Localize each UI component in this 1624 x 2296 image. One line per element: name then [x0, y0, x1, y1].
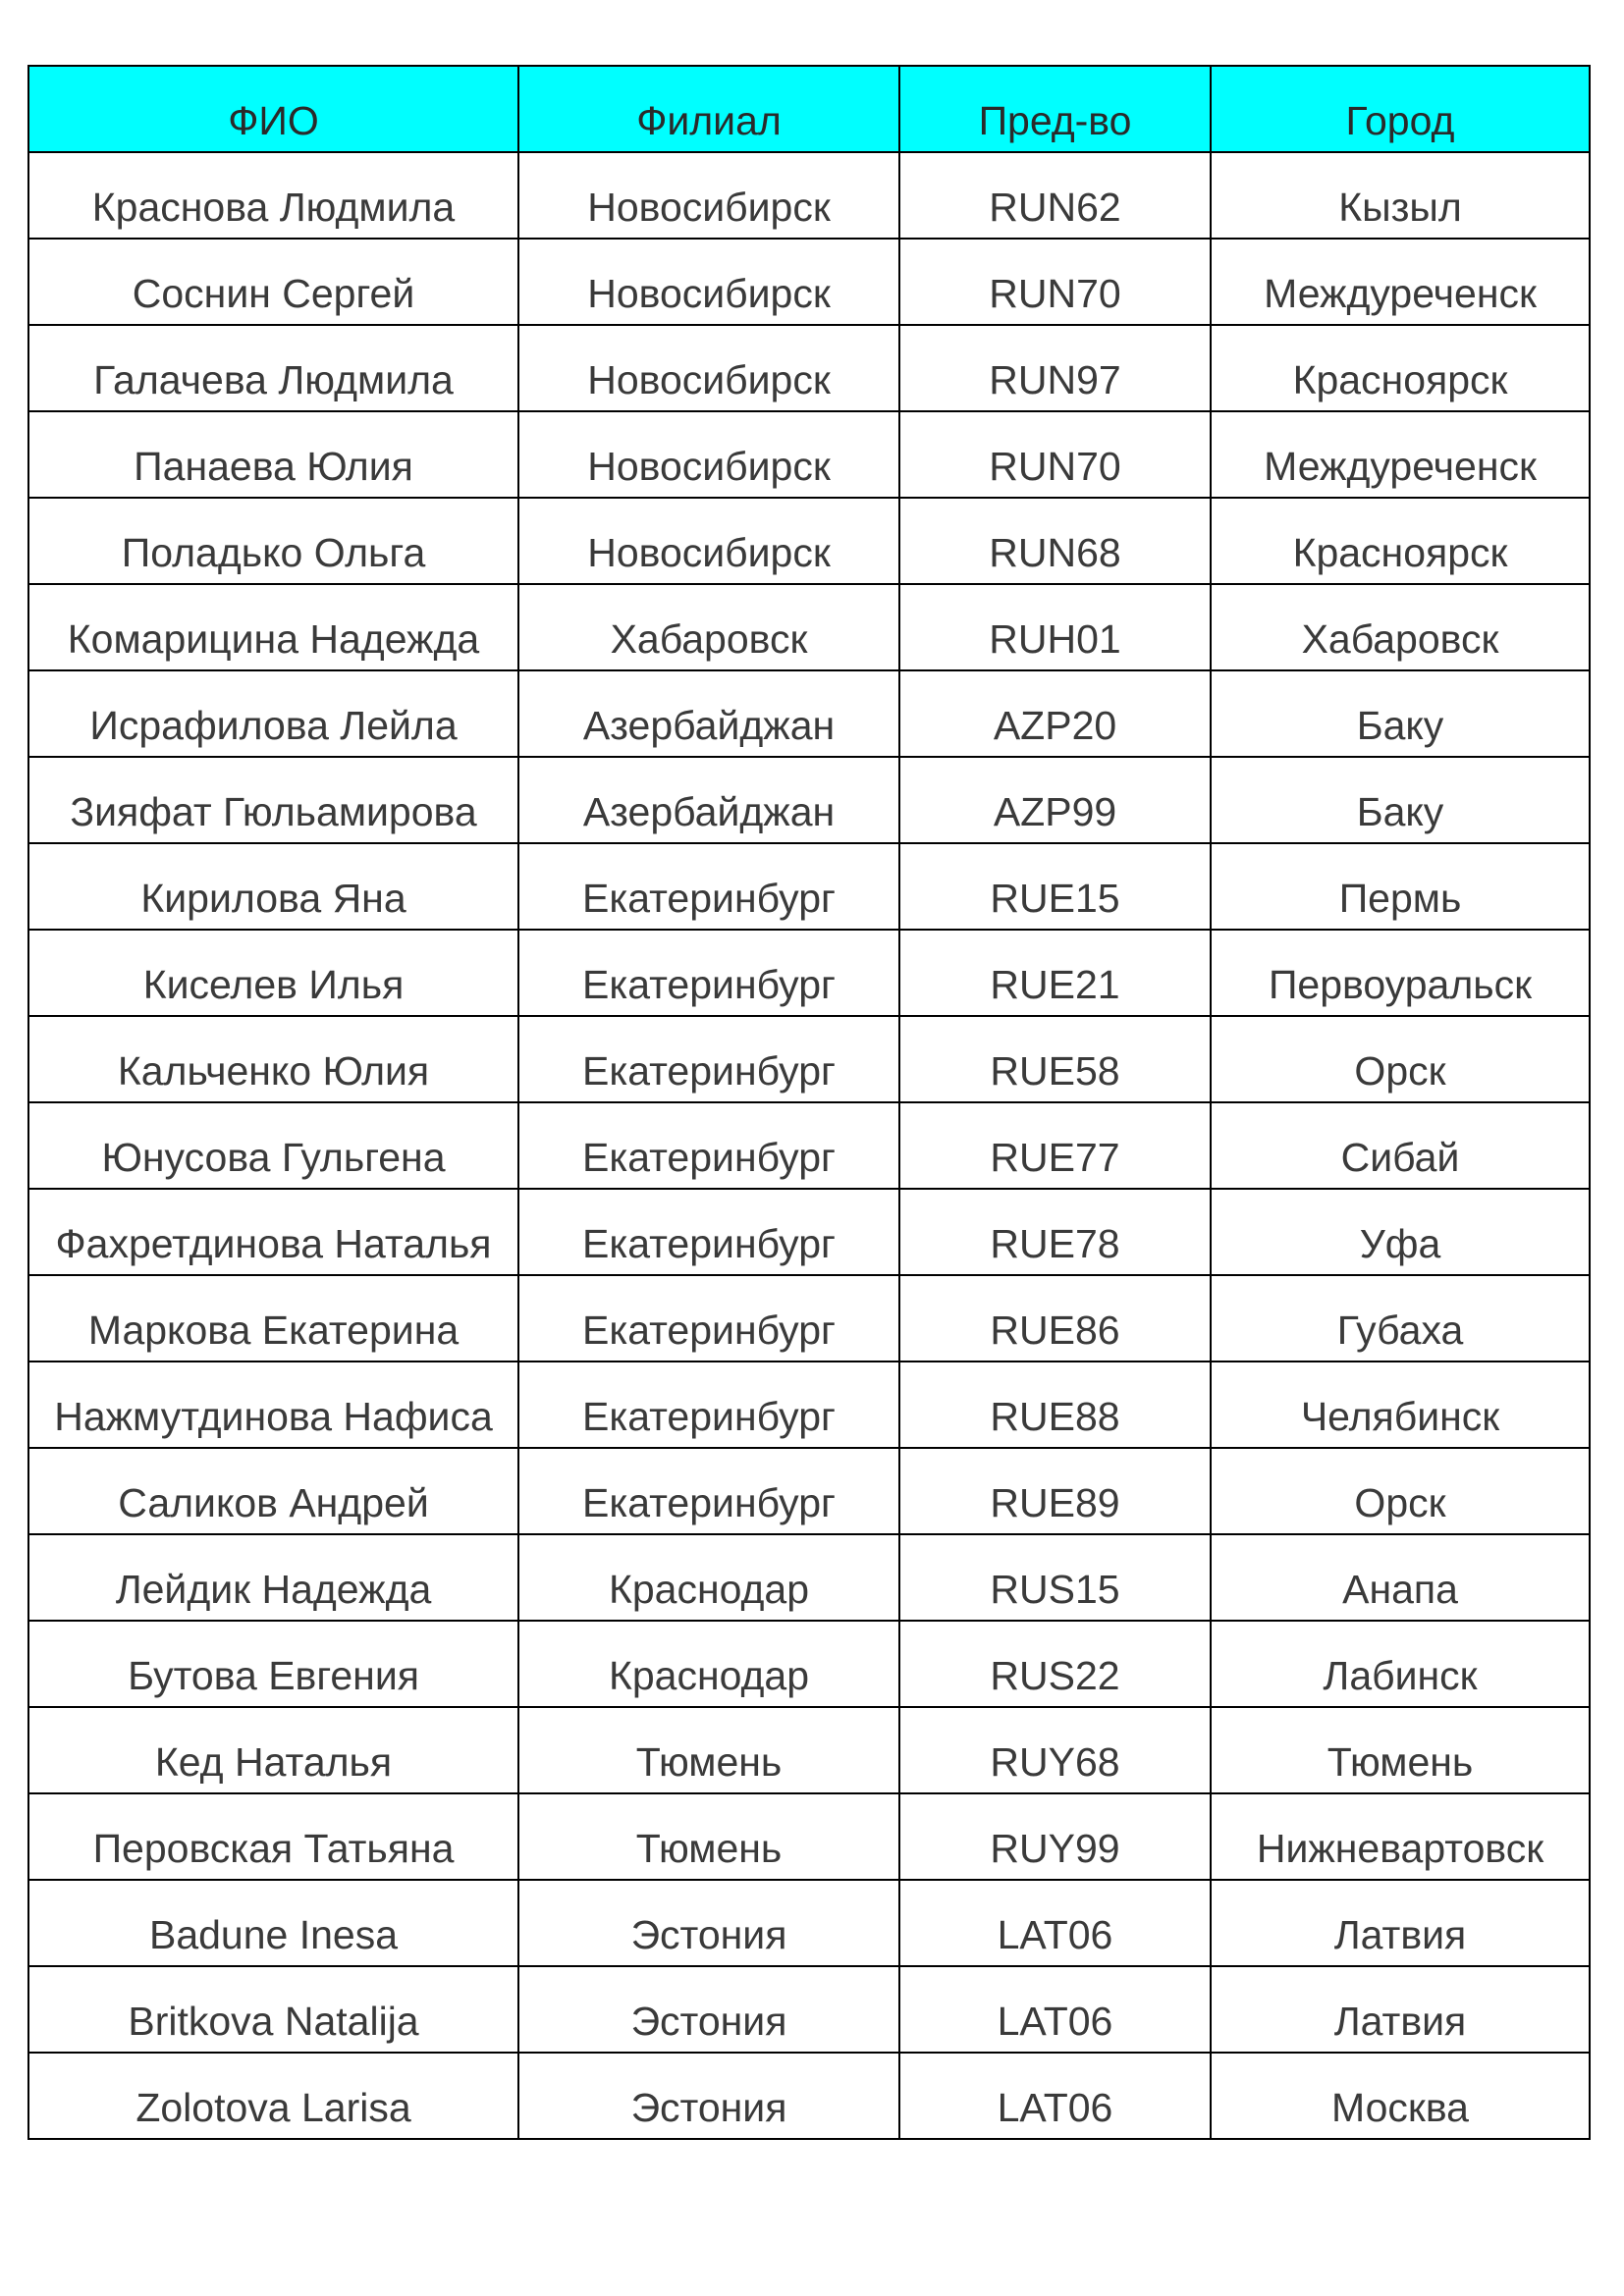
- cell-branch: Екатеринбург: [518, 1362, 899, 1448]
- cell-city: Кызыл: [1211, 152, 1590, 239]
- table-row: [28, 2053, 1590, 2139]
- cell-branch: Азербайджан: [518, 670, 899, 757]
- cell-city: Первоуральск: [1211, 930, 1590, 1016]
- table-row: [28, 1534, 1590, 1621]
- table-row: [28, 411, 1590, 498]
- cell-code: RUS22: [899, 1621, 1211, 1707]
- cell-city: Междуреченск: [1211, 239, 1590, 325]
- cell-branch: Эстония: [518, 1880, 899, 1966]
- cell-branch: Краснодар: [518, 1534, 899, 1621]
- cell-code: RUE58: [899, 1016, 1211, 1102]
- header-row: [28, 66, 1590, 152]
- cell-code: AZP99: [899, 757, 1211, 843]
- cell-code: RUY68: [899, 1707, 1211, 1793]
- cell-branch: Тюмень: [518, 1707, 899, 1793]
- cell-branch: Екатеринбург: [518, 1275, 899, 1362]
- cell-code: RUE89: [899, 1448, 1211, 1534]
- cell-code: RUN97: [899, 325, 1211, 411]
- cell-branch: Новосибирск: [518, 325, 899, 411]
- cell-city: Челябинск: [1211, 1362, 1590, 1448]
- cell-city: Сибай: [1211, 1102, 1590, 1189]
- cell-name: Киселев Илья: [28, 930, 518, 1016]
- cell-name: Исрафилова Лейла: [28, 670, 518, 757]
- cell-name: Фахретдинова Наталья: [28, 1189, 518, 1275]
- cell-code: RUE15: [899, 843, 1211, 930]
- cell-city: Баку: [1211, 757, 1590, 843]
- cell-name: Саликов Андрей: [28, 1448, 518, 1534]
- cell-code: RUE78: [899, 1189, 1211, 1275]
- header-city: Город: [1211, 66, 1590, 152]
- cell-branch: Новосибирск: [518, 498, 899, 584]
- cell-name: Юнусова Гульгена: [28, 1102, 518, 1189]
- cell-name: Бутова Евгения: [28, 1621, 518, 1707]
- cell-city: Губаха: [1211, 1275, 1590, 1362]
- cell-code: LAT06: [899, 2053, 1211, 2139]
- cell-name: Кирилова Яна: [28, 843, 518, 930]
- cell-name: Перовская Татьяна: [28, 1793, 518, 1880]
- header-code: Пред-во: [899, 66, 1211, 152]
- cell-branch: Екатеринбург: [518, 1016, 899, 1102]
- cell-code: RUN62: [899, 152, 1211, 239]
- cell-branch: Азербайджан: [518, 757, 899, 843]
- document-page: [27, 65, 1589, 2140]
- cell-city: Красноярск: [1211, 325, 1590, 411]
- cell-code: RUE21: [899, 930, 1211, 1016]
- cell-branch: Хабаровск: [518, 584, 899, 670]
- cell-branch: Екатеринбург: [518, 1102, 899, 1189]
- table-row: [28, 930, 1590, 1016]
- table-row: [28, 1189, 1590, 1275]
- cell-name: Галачева Людмила: [28, 325, 518, 411]
- table-row: [28, 584, 1590, 670]
- cell-code: RUH01: [899, 584, 1211, 670]
- table-row: [28, 1275, 1590, 1362]
- table-row: [28, 843, 1590, 930]
- table-row: [28, 670, 1590, 757]
- cell-city: Нижневартовск: [1211, 1793, 1590, 1880]
- cell-city: Пермь: [1211, 843, 1590, 930]
- table-row: [28, 1016, 1590, 1102]
- cell-code: RUS15: [899, 1534, 1211, 1621]
- cell-branch: Новосибирск: [518, 152, 899, 239]
- table-row: [28, 1707, 1590, 1793]
- table-row: [28, 1102, 1590, 1189]
- cell-city: Баку: [1211, 670, 1590, 757]
- cell-city: Красноярск: [1211, 498, 1590, 584]
- cell-code: RUE77: [899, 1102, 1211, 1189]
- cell-name: Поладько Ольга: [28, 498, 518, 584]
- cell-branch: Екатеринбург: [518, 1448, 899, 1534]
- table-row: [28, 757, 1590, 843]
- staff-table: [27, 65, 1591, 2140]
- cell-code: RUN70: [899, 239, 1211, 325]
- table-row: [28, 1448, 1590, 1534]
- cell-branch: Новосибирск: [518, 239, 899, 325]
- cell-name: Зияфат Гюльамирова: [28, 757, 518, 843]
- cell-branch: Тюмень: [518, 1793, 899, 1880]
- table-row: [28, 325, 1590, 411]
- table-row: [28, 1793, 1590, 1880]
- cell-city: Уфа: [1211, 1189, 1590, 1275]
- header-name: ФИО: [28, 66, 518, 152]
- cell-city: Орск: [1211, 1448, 1590, 1534]
- table-header: [28, 66, 1590, 152]
- cell-name: Нажмутдинова Нафиса: [28, 1362, 518, 1448]
- table-row: [28, 1621, 1590, 1707]
- cell-name: Краснова Людмила: [28, 152, 518, 239]
- cell-code: RUY99: [899, 1793, 1211, 1880]
- cell-city: Москва: [1211, 2053, 1590, 2139]
- cell-branch: Эстония: [518, 2053, 899, 2139]
- table-row: [28, 1880, 1590, 1966]
- cell-code: RUE88: [899, 1362, 1211, 1448]
- cell-code: RUN68: [899, 498, 1211, 584]
- cell-branch: Новосибирск: [518, 411, 899, 498]
- cell-name: Комарицина Надежда: [28, 584, 518, 670]
- cell-name: Badune Inesa: [28, 1880, 518, 1966]
- cell-city: Анапа: [1211, 1534, 1590, 1621]
- cell-name: Панаева Юлия: [28, 411, 518, 498]
- table-row: [28, 239, 1590, 325]
- cell-code: LAT06: [899, 1966, 1211, 2053]
- cell-name: Лейдик Надежда: [28, 1534, 518, 1621]
- cell-name: Маркова Екатерина: [28, 1275, 518, 1362]
- cell-branch: Екатеринбург: [518, 930, 899, 1016]
- cell-city: Междуреченск: [1211, 411, 1590, 498]
- table-row: [28, 1362, 1590, 1448]
- cell-city: Орск: [1211, 1016, 1590, 1102]
- cell-code: LAT06: [899, 1880, 1211, 1966]
- table-row: [28, 1966, 1590, 2053]
- cell-name: Zolotova Larisa: [28, 2053, 518, 2139]
- table-row: [28, 498, 1590, 584]
- cell-city: Латвия: [1211, 1880, 1590, 1966]
- cell-branch: Екатеринбург: [518, 1189, 899, 1275]
- cell-name: Кед Наталья: [28, 1707, 518, 1793]
- cell-city: Латвия: [1211, 1966, 1590, 2053]
- cell-code: AZP20: [899, 670, 1211, 757]
- cell-city: Лабинск: [1211, 1621, 1590, 1707]
- cell-city: Хабаровск: [1211, 584, 1590, 670]
- cell-name: Britkova Natalija: [28, 1966, 518, 2053]
- cell-branch: Краснодар: [518, 1621, 899, 1707]
- cell-branch: Эстония: [518, 1966, 899, 2053]
- cell-name: Соснин Сергей: [28, 239, 518, 325]
- cell-code: RUE86: [899, 1275, 1211, 1362]
- cell-city: Тюмень: [1211, 1707, 1590, 1793]
- header-branch: Филиал: [518, 66, 899, 152]
- cell-name: Кальченко Юлия: [28, 1016, 518, 1102]
- cell-branch: Екатеринбург: [518, 843, 899, 930]
- table-body: [28, 152, 1590, 2139]
- cell-code: RUN70: [899, 411, 1211, 498]
- table-row: [28, 152, 1590, 239]
